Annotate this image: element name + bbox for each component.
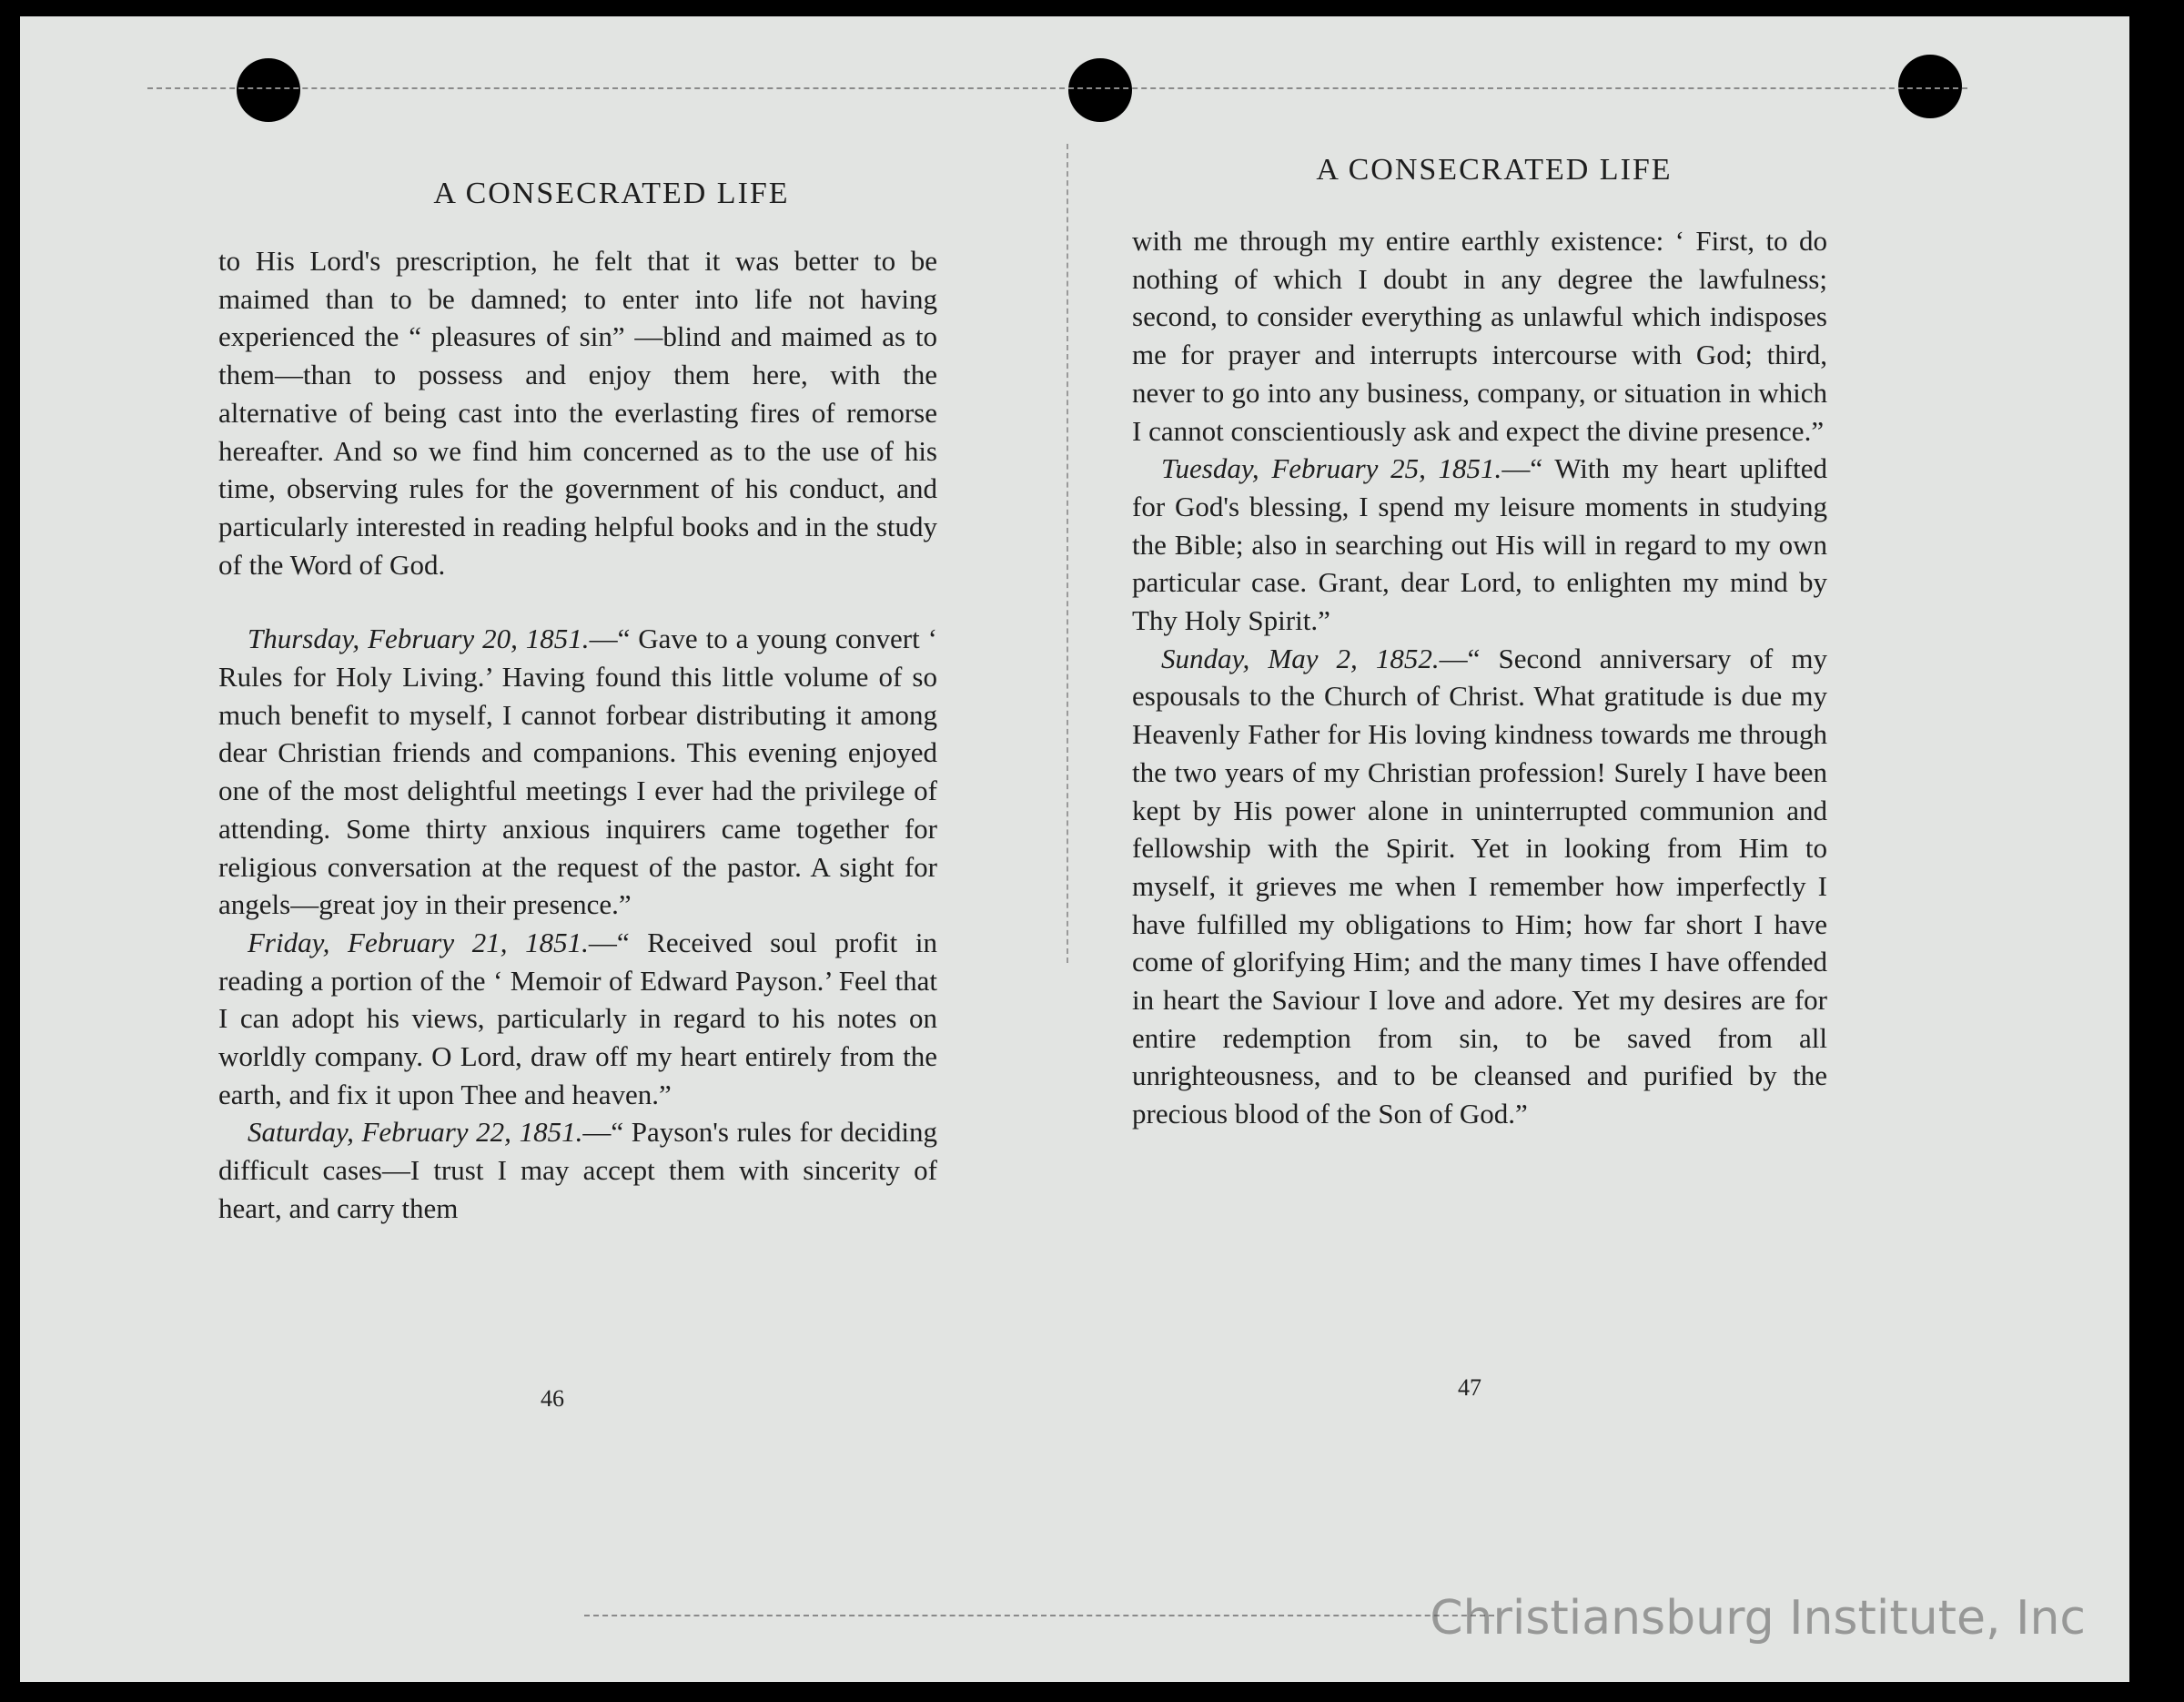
bottom-dashed-rule bbox=[584, 1615, 1494, 1616]
institution-watermark: Christiansburg Institute, Inc bbox=[1430, 1591, 2086, 1646]
right-opening-paragraph: with me through my entire earthly existence: ‘ First, to do nothing of which I doubt in any degree the lawfulness; second, to consider everything as unlawful which indisposes me for prayer and interrupts intercourse with God; third, never to go into any business, company, or situation in which I cannot conscientiously ask and expect the divine presence.” bbox=[1132, 225, 1827, 447]
left-page-text bbox=[218, 242, 937, 1228]
entry-date: Tuesday, February 25, 1851. bbox=[1161, 452, 1502, 485]
entry-text: —“ With my heart uplifted for God's blessing, I spend my leisure moments in studying the Bible; also in searching out His will in regard to my own particular case. Grant, dear Lord, to enlighten my mind by Thy Holy Spirit.” bbox=[1132, 452, 1827, 637]
diary-entry bbox=[1132, 640, 1827, 1133]
binder-hole-center bbox=[1068, 58, 1132, 122]
right-page-number: 47 bbox=[1458, 1374, 1481, 1401]
diary-entry bbox=[1132, 450, 1827, 640]
entry-text: —“ Received soul profit in reading a portion of the ‘ Memoir of Edward Payson.’ Feel that I can adopt his views, particularly in regard to his notes on worldly company. O Lord, draw off my heart entirely from the earth, and fix it upon Thee and heaven.” bbox=[218, 926, 938, 1110]
entry-date: Thursday, February 20, 1851. bbox=[248, 623, 590, 655]
entry-text: —“ Payson's rules for deciding difficult cases—I trust I may accept them with sincerity of heart, and carry them bbox=[218, 1116, 937, 1224]
entry-text: —“ Gave to a young convert ‘ Rules for Holy Living.’ Having found this little volume of so much benefit to myself, I cannot forbear distributing it among dear Christian friends and companions. This evening enjoyed one of the most delightful meetings I ever had the privilege of attending. Some thirty anxious inquirers came together for religious conversation at the request of the pastor. A sight for angels—great joy in their presence.” bbox=[218, 623, 937, 921]
entry-date: Friday, February 21, 1851. bbox=[248, 926, 589, 958]
entry-date: Sunday, May 2, 1852. bbox=[1161, 642, 1440, 674]
entry-text: —“ Second anniversary of my espousals to the Church of Christ. What gratitude is due my Heavenly Father for His loving kindness towards me through the two years of my Christian profession! Surely I have been kept by His power alone in uninterrupted communion and fellowship with the Spirit. Yet in looking from Him to myself, it grieves me when I remember how imperfectly I have fulfilled my obligations to Him; how far short I have come of glorifying Him; and the many times I have offended in heart the Saviour I love and adore. Yet my desires are for entire redemption from sin, to be saved from all unrighteousness, and to be cleansed and purified by the precious blood of the Son of God.” bbox=[1132, 642, 1827, 1130]
right-page-text bbox=[1132, 222, 1827, 1133]
left-page-number: 46 bbox=[541, 1385, 564, 1412]
binder-hole-left bbox=[237, 58, 300, 122]
top-dashed-rule bbox=[147, 87, 1967, 89]
entry-date: Saturday, February 22, 1851. bbox=[248, 1116, 583, 1149]
center-fold bbox=[1067, 144, 1068, 963]
scanned-sheet bbox=[20, 16, 2129, 1682]
diary-entry bbox=[218, 1113, 937, 1227]
diary-entry bbox=[218, 620, 937, 924]
binder-hole-right bbox=[1898, 55, 1962, 118]
right-running-head: A CONSECRATED LIFE bbox=[1316, 153, 1673, 187]
diary-entry bbox=[218, 924, 937, 1114]
left-running-head: A CONSECRATED LIFE bbox=[433, 177, 790, 210]
left-opening-paragraph: to His Lord's prescription, he felt that it was better to be maimed than to be damned; to enter into life not having experienced the “ pleasures of sin” —blind and maimed as to them—than to possess and enjoy them here, with the alternative of being cast into the everlasting fires of remorse hereafter. And so we find him concerned as to the use of his time, observing rules for the government of his conduct, and particularly interested in reading helpful books and in the study of the Word of God. bbox=[218, 245, 937, 581]
